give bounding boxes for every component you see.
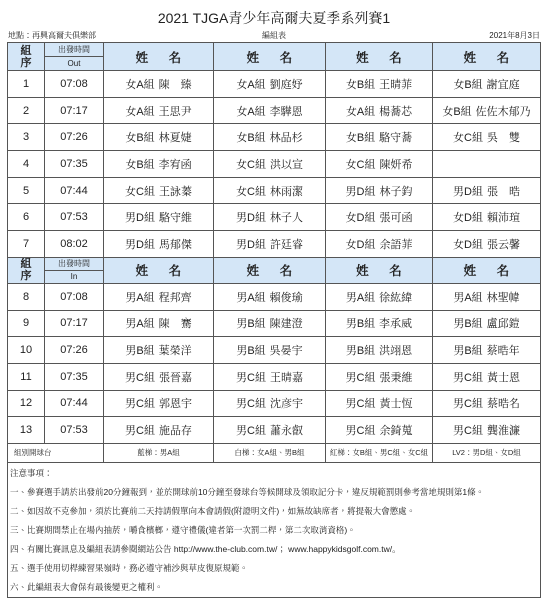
start-time-label: 出發時間 xyxy=(45,43,103,57)
player-division: 女C組 xyxy=(236,158,266,171)
tee-time: 07:26 xyxy=(45,337,104,363)
player-cell xyxy=(326,417,433,443)
player-division: 男C組 xyxy=(236,425,266,438)
player-division: 女A組 xyxy=(125,78,155,91)
player-division: 女D組 xyxy=(345,238,376,251)
player-name: 沈彦宇 xyxy=(269,398,303,411)
player-division: 男D組 xyxy=(236,212,266,225)
player-division: 男C組 xyxy=(345,371,376,384)
player-cell xyxy=(326,98,433,124)
player-cell xyxy=(214,71,326,97)
player-division: 男A組 xyxy=(236,291,266,304)
player-name: 蔡晧年 xyxy=(486,345,520,358)
player-cell xyxy=(214,124,326,150)
player-name: 陳建澄 xyxy=(269,318,303,331)
out-header-row xyxy=(8,43,540,71)
tee-time: 07:44 xyxy=(45,178,104,204)
player-name: 王詠蓁 xyxy=(158,185,192,198)
player-division: 男C組 xyxy=(453,398,483,411)
event-date: 2021年8月3日 xyxy=(489,31,540,40)
player-name: 王晴菲 xyxy=(379,78,413,91)
pairing-row xyxy=(8,178,540,205)
group-number: 5 xyxy=(8,178,45,204)
player-cell xyxy=(433,417,540,443)
player-division: 男C組 xyxy=(125,398,155,411)
player-name-header: 姓 名 xyxy=(326,43,433,70)
player-name: 駱守蕎 xyxy=(379,132,413,145)
tee-assignment-cell: 白梯：女A組、男B組 xyxy=(214,444,326,462)
player-division: 女C組 xyxy=(453,132,483,145)
player-name-header: 姓 名 xyxy=(326,258,433,283)
pairing-row xyxy=(8,124,540,151)
sheet-type-label: 編組表 xyxy=(262,31,286,40)
player-name: 洪以宣 xyxy=(269,158,303,171)
player-name: 徐紘緯 xyxy=(379,291,413,304)
tee-assignment-cell: LV2：男D組、女D組 xyxy=(452,448,521,458)
start-time-header xyxy=(45,43,104,70)
player-name: 林夏婕 xyxy=(158,132,192,145)
player-name: 蕭永叡 xyxy=(269,425,303,438)
player-cell xyxy=(326,204,433,230)
player-division: 女D組 xyxy=(453,238,483,251)
player-cell xyxy=(326,71,433,97)
player-name: 李宥函 xyxy=(158,158,192,171)
in-header-row xyxy=(8,258,540,284)
pairing-row xyxy=(8,337,540,364)
player-name: 陳 臻 xyxy=(158,78,192,91)
player-name-header: 姓 名 xyxy=(104,43,214,70)
in-pairing-rows xyxy=(8,284,540,444)
player-cell xyxy=(326,231,433,257)
player-division: 女B組 xyxy=(453,78,483,91)
player-cell xyxy=(326,311,433,337)
pairing-table xyxy=(7,42,541,463)
player-division: 男C組 xyxy=(453,425,483,438)
player-name: 林雨潔 xyxy=(269,185,303,198)
player-name: 佐佐木郁乃 xyxy=(475,105,531,118)
player-cell xyxy=(104,71,214,97)
player-cell xyxy=(104,204,214,230)
player-name: 賴沛瑄 xyxy=(486,212,520,225)
player-cell xyxy=(214,98,326,124)
note-item: 三、比賽期間禁止在場內抽菸，嚼食檳榔，遵守禮儀(違者第一次罰二桿，第二次取消資格)。 xyxy=(10,525,356,535)
notes-heading: 注意事項： xyxy=(10,468,53,478)
player-name-header: 姓 名 xyxy=(214,258,326,283)
player-division: 男A組 xyxy=(125,291,155,304)
note-item: 五、選手使用切桿練習果嶺時，務必遵守補沙與草皮復原規範。 xyxy=(10,563,249,573)
player-name: 余語菲 xyxy=(379,238,413,251)
pairing-row xyxy=(8,98,540,125)
player-division: 男B組 xyxy=(345,345,376,358)
player-division: 女A組 xyxy=(236,105,266,118)
player-division: 男C組 xyxy=(236,398,266,411)
player-cell xyxy=(214,284,326,310)
player-name: 李承威 xyxy=(379,318,413,331)
player-cell xyxy=(214,417,326,443)
player-name: 張晉嘉 xyxy=(158,371,192,384)
player-cell xyxy=(214,311,326,337)
player-cell xyxy=(214,204,326,230)
player-name: 余錡蒐 xyxy=(379,425,413,438)
player-division: 男C組 xyxy=(345,425,376,438)
group-number: 8 xyxy=(8,284,45,310)
tee-time: 07:53 xyxy=(45,204,104,230)
player-cell xyxy=(326,337,433,363)
out-pairing-rows xyxy=(8,71,540,258)
player-name: 盧邱鎧 xyxy=(486,318,520,331)
group-number: 1 xyxy=(8,71,45,97)
group-number-header-top: 組 xyxy=(20,258,32,271)
pairing-row xyxy=(8,151,540,178)
player-cell xyxy=(433,284,540,310)
tee-assignment-cell: 藍梯：男A組 xyxy=(104,444,214,462)
player-division: 男A組 xyxy=(453,291,483,304)
sheet-info xyxy=(8,30,540,41)
player-cell xyxy=(433,124,540,150)
group-number: 10 xyxy=(8,337,45,363)
player-name: 王思尹 xyxy=(158,105,192,118)
tee-time: 07:26 xyxy=(45,124,104,150)
player-name: 蔡晧名 xyxy=(486,398,520,411)
player-division: 男C組 xyxy=(125,425,155,438)
player-cell xyxy=(214,178,326,204)
player-cell xyxy=(326,178,433,204)
player-name: 張 晧 xyxy=(486,185,520,198)
player-name: 張秉維 xyxy=(379,371,413,384)
player-division: 女B組 xyxy=(345,132,376,145)
player-name: 謝宜庭 xyxy=(486,78,520,91)
player-division: 女C組 xyxy=(236,185,266,198)
pairing-row xyxy=(8,231,540,258)
pairing-row xyxy=(8,364,540,391)
tee-time: 07:35 xyxy=(45,364,104,390)
player-cell xyxy=(433,391,540,417)
tee-assignment-row xyxy=(8,444,540,463)
nine-side-label: Out xyxy=(67,59,81,68)
player-cell xyxy=(104,364,214,390)
player-name-header: 姓 名 xyxy=(104,258,214,283)
player-name: 郭恩宇 xyxy=(158,398,192,411)
tee-time: 07:17 xyxy=(45,98,104,124)
group-number: 7 xyxy=(8,231,45,257)
group-number: 9 xyxy=(8,311,45,337)
player-cell xyxy=(214,231,326,257)
player-division: 男A組 xyxy=(125,318,155,331)
player-cell xyxy=(326,124,433,150)
player-division: 男C組 xyxy=(125,371,155,384)
tee-time: 07:08 xyxy=(45,284,104,310)
group-number: 11 xyxy=(8,364,45,390)
player-name: 程邦齊 xyxy=(158,291,192,304)
player-name: 吳 雙 xyxy=(486,132,520,145)
player-division: 男D組 xyxy=(236,238,266,251)
tee-time: 07:17 xyxy=(45,311,104,337)
pairing-row xyxy=(8,311,540,338)
pairing-row xyxy=(8,71,540,98)
player-division: 男D組 xyxy=(125,238,155,251)
venue-label: 地點：再興高爾夫俱樂部 xyxy=(8,31,96,40)
group-number: 3 xyxy=(8,124,45,150)
player-division: 女B組 xyxy=(236,132,266,145)
player-cell xyxy=(104,124,214,150)
player-cell xyxy=(433,178,540,204)
note-item: 四、有關比賽訊息及編組表請參閱網站公告 http://www.the-club.com.tw/； www.happykidsgolf.com.tw/。 xyxy=(10,544,401,554)
player-division: 女A組 xyxy=(345,105,376,118)
note-item: 六、此編組表大會保有最後變更之權利。 xyxy=(10,582,164,592)
tee-time: 07:44 xyxy=(45,391,104,417)
group-number: 12 xyxy=(8,391,45,417)
player-cell xyxy=(433,98,540,124)
player-name: 馬郁傑 xyxy=(158,238,192,251)
player-cell xyxy=(433,311,540,337)
player-cell xyxy=(326,391,433,417)
player-name: 洪翊恩 xyxy=(379,345,413,358)
player-division: 女B組 xyxy=(442,105,472,118)
player-division: 男B組 xyxy=(453,318,483,331)
player-name-header: 姓 名 xyxy=(214,43,326,70)
group-number-header-bottom: 序 xyxy=(20,56,32,69)
pairing-row xyxy=(8,391,540,418)
player-division: 男A組 xyxy=(345,291,376,304)
player-division: 男C組 xyxy=(236,371,266,384)
pairing-row xyxy=(8,417,540,444)
player-cell xyxy=(214,364,326,390)
group-number-header xyxy=(8,43,45,70)
player-cell xyxy=(104,337,214,363)
player-cell xyxy=(214,151,326,177)
note-item: 二、如因故不克參加，須於比賽前二天持請假單向本會請假(附證明文件)，如無故缺席者，將提報大會懲處。 xyxy=(10,506,416,516)
player-name: 吳晏宇 xyxy=(269,345,303,358)
pairing-row xyxy=(8,284,540,311)
player-cell xyxy=(433,231,540,257)
player-division: 男B組 xyxy=(345,318,376,331)
player-cell xyxy=(433,337,540,363)
player-cell xyxy=(214,337,326,363)
tee-assignment-cell: 紅梯：女B組、男C組、女C組 xyxy=(326,444,433,462)
player-cell xyxy=(104,231,214,257)
pairing-row xyxy=(8,204,540,231)
empty-player-cell xyxy=(433,151,540,177)
player-name: 葉榮洋 xyxy=(158,345,192,358)
tee-time: 08:02 xyxy=(45,231,104,257)
player-division: 男B組 xyxy=(453,345,483,358)
player-name: 張可函 xyxy=(379,212,413,225)
player-name: 陳妍希 xyxy=(379,158,413,171)
player-cell xyxy=(104,98,214,124)
notes-box xyxy=(7,463,541,598)
player-name: 黃士恩 xyxy=(486,371,520,384)
group-number: 4 xyxy=(8,151,45,177)
player-name: 林品杉 xyxy=(269,132,303,145)
player-cell xyxy=(433,71,540,97)
start-time-header xyxy=(45,258,104,283)
group-number-header-bottom: 序 xyxy=(20,270,32,283)
player-cell xyxy=(104,391,214,417)
player-division: 男B組 xyxy=(236,345,266,358)
sheet-title: 2021 TJGA青少年高爾夫夏季系列賽1 xyxy=(157,10,391,26)
player-name: 劉庭妤 xyxy=(269,78,303,91)
player-division: 女C組 xyxy=(345,158,376,171)
player-division: 女A組 xyxy=(125,105,155,118)
group-number-header xyxy=(8,258,45,283)
player-division: 女B組 xyxy=(125,158,155,171)
player-division: 女D組 xyxy=(453,212,483,225)
player-division: 女B組 xyxy=(345,78,376,91)
player-division: 男C組 xyxy=(345,398,376,411)
player-cell xyxy=(433,204,540,230)
note-item: 一、參賽選手請於出發前20分鐘報到，並於開球前10分鐘至發球台等候開球及領取記分卡，違反規範罰則參考當地規則第1條。 xyxy=(10,487,485,497)
player-cell xyxy=(326,151,433,177)
player-name: 黃士恆 xyxy=(379,398,413,411)
tee-time: 07:08 xyxy=(45,71,104,97)
player-division: 女C組 xyxy=(125,185,155,198)
player-cell xyxy=(104,284,214,310)
player-name-header: 姓 名 xyxy=(463,50,514,65)
player-name: 陳 騫 xyxy=(158,318,192,331)
player-name: 張云馨 xyxy=(486,238,520,251)
player-division: 男D組 xyxy=(453,185,483,198)
player-division: 女A組 xyxy=(236,78,266,91)
player-cell xyxy=(104,151,214,177)
group-number: 6 xyxy=(8,204,45,230)
player-cell xyxy=(104,178,214,204)
nine-side-label: In xyxy=(70,272,78,282)
player-division: 男C組 xyxy=(453,371,483,384)
group-number: 13 xyxy=(8,417,45,443)
player-division: 男D組 xyxy=(345,185,376,198)
player-cell xyxy=(433,364,540,390)
start-time-label: 出發時間 xyxy=(45,258,103,271)
player-name: 龔淮濂 xyxy=(486,425,520,438)
group-number-header-top: 組 xyxy=(20,44,32,57)
player-division: 男B組 xyxy=(125,345,155,358)
player-name: 李驊恩 xyxy=(269,105,303,118)
player-division: 男B組 xyxy=(236,318,266,331)
player-name: 楊蕎芯 xyxy=(379,105,413,118)
player-cell xyxy=(104,417,214,443)
player-cell xyxy=(326,364,433,390)
player-division: 女B組 xyxy=(125,132,155,145)
tee-time: 07:35 xyxy=(45,151,104,177)
tee-time: 07:53 xyxy=(45,417,104,443)
player-name: 林聖幃 xyxy=(486,291,520,304)
group-number: 2 xyxy=(8,98,45,124)
player-cell xyxy=(104,311,214,337)
player-name: 施品存 xyxy=(158,425,192,438)
player-name: 賴俊瑜 xyxy=(269,291,303,304)
player-name: 林子鈞 xyxy=(379,185,413,198)
player-division: 女D組 xyxy=(345,212,376,225)
player-cell xyxy=(326,284,433,310)
tee-assignment-label: 組別開球台 xyxy=(8,444,104,462)
player-name: 林子人 xyxy=(269,212,303,225)
player-name: 許廷睿 xyxy=(269,238,303,251)
player-name: 駱守維 xyxy=(158,212,192,225)
player-name-header: 姓 名 xyxy=(463,264,514,279)
player-division: 男D組 xyxy=(125,212,155,225)
player-cell xyxy=(214,391,326,417)
player-name: 王晴嘉 xyxy=(269,371,303,384)
